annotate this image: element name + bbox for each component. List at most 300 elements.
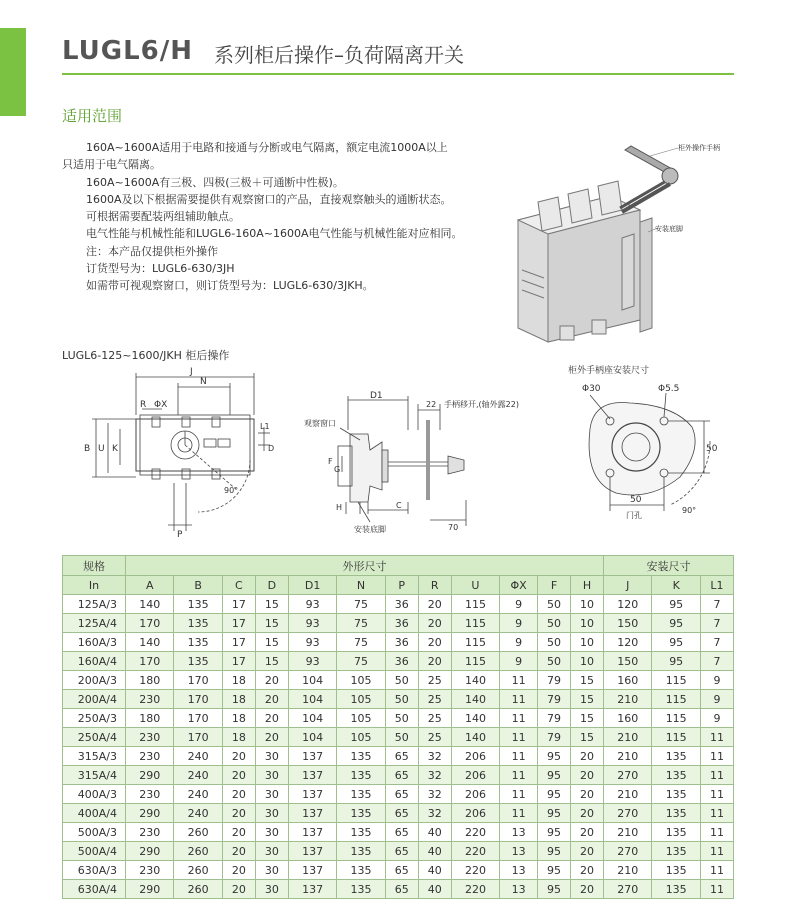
text-line: 可根据需要配装两组辅助触点。 [86, 210, 240, 224]
table-row [63, 633, 734, 652]
table-cell: 135 [174, 633, 222, 652]
text-line: 如需带可视观察窗口，则订货型号为：LUGL6-630/3JKH。 [86, 279, 374, 293]
product-illustration [500, 130, 740, 345]
table-cell: 170 [174, 728, 222, 747]
dim-22: 22 [426, 400, 437, 409]
table-cell: 104 [288, 709, 336, 728]
table-cell: 30 [255, 861, 288, 880]
door-hole-label: 门孔 [626, 511, 642, 520]
table-cell: 135 [337, 842, 385, 861]
table-cell: 135 [652, 823, 700, 842]
table-cell: 93 [288, 633, 336, 652]
dim-50-horizontal: 50 [630, 495, 642, 505]
table-cell: 30 [255, 842, 288, 861]
table-cell: 240 [174, 785, 222, 804]
table-row [63, 766, 734, 785]
table-cell: 65 [385, 842, 418, 861]
title-model: LUGL6/H [62, 36, 194, 66]
header-install-dimensions: 安装尺寸 [604, 556, 734, 576]
table-cell: 15 [255, 595, 288, 614]
table-cell: 150 [604, 614, 652, 633]
table-cell: 40 [418, 823, 451, 842]
table-cell: 135 [337, 861, 385, 880]
table-cell: 210 [604, 861, 652, 880]
dim-F: F [328, 457, 333, 466]
page-title [62, 30, 742, 74]
drawing-caption-right: 柜外手柄座安装尺寸 [568, 366, 650, 376]
table-cell: 40 [418, 861, 451, 880]
table-cell: 20 [571, 861, 604, 880]
column-header: R [418, 576, 451, 595]
table-cell: 95 [652, 614, 700, 633]
table-cell: 10 [571, 633, 604, 652]
table-cell: 115 [652, 690, 700, 709]
column-header: K [652, 576, 700, 595]
dim-P: P [177, 530, 183, 540]
table-cell: 50 [538, 595, 571, 614]
table-cell: 11 [700, 747, 733, 766]
table-cell: 20 [222, 842, 255, 861]
table-cell: 9 [700, 690, 733, 709]
table-row [63, 709, 734, 728]
table-cell: 30 [255, 785, 288, 804]
column-header: D1 [288, 576, 336, 595]
table-cell: 200A/4 [63, 690, 126, 709]
angle-label: 90° [224, 486, 239, 495]
table-cell: 95 [652, 595, 700, 614]
table-cell: 11 [500, 671, 538, 690]
table-cell: 50 [385, 709, 418, 728]
column-header: P [385, 576, 418, 595]
table-cell: 290 [126, 804, 174, 823]
table-cell: 135 [337, 880, 385, 899]
column-header: C [222, 576, 255, 595]
table-cell: 11 [700, 804, 733, 823]
table-cell: 95 [538, 785, 571, 804]
table-cell: 20 [255, 728, 288, 747]
table-cell: 400A/3 [63, 785, 126, 804]
dim-50-vertical: 50 [706, 444, 718, 454]
table-cell: 25 [418, 709, 451, 728]
table-cell: 20 [255, 671, 288, 690]
table-row [63, 728, 734, 747]
table-cell: 18 [222, 690, 255, 709]
table-cell: 9 [700, 709, 733, 728]
table-cell: 17 [222, 652, 255, 671]
table-cell: 65 [385, 785, 418, 804]
text-line: 注：本产品仅提供柜外操作 [86, 244, 218, 258]
table-cell: 15 [255, 652, 288, 671]
table-cell: 137 [288, 842, 336, 861]
table-cell: 137 [288, 823, 336, 842]
table-cell: 95 [538, 861, 571, 880]
title-description: 系列柜后操作–负荷隔离开关 [214, 43, 464, 67]
table-cell: 50 [538, 652, 571, 671]
column-header: B [174, 576, 222, 595]
table-cell: 260 [174, 861, 222, 880]
table-cell: 20 [222, 804, 255, 823]
table-cell: 135 [174, 614, 222, 633]
table-cell: 140 [451, 728, 499, 747]
table-cell: 18 [222, 709, 255, 728]
table-cell: 290 [126, 766, 174, 785]
table-cell: 9 [500, 652, 538, 671]
table-cell: 11 [500, 709, 538, 728]
dim-K: K [112, 444, 118, 454]
table-cell: 20 [255, 709, 288, 728]
table-cell: 137 [288, 766, 336, 785]
table-cell: 200A/3 [63, 671, 126, 690]
dim-B: B [84, 444, 91, 454]
table-cell: 15 [255, 614, 288, 633]
table-cell: 30 [255, 880, 288, 899]
table-cell: 206 [451, 804, 499, 823]
table-cell: 115 [451, 652, 499, 671]
table-cell: 135 [652, 842, 700, 861]
table-cell: 115 [451, 595, 499, 614]
table-cell: 11 [700, 842, 733, 861]
table-cell: 230 [126, 785, 174, 804]
table-cell: 30 [255, 747, 288, 766]
table-cell: 10 [571, 652, 604, 671]
table-cell: 75 [337, 614, 385, 633]
table-cell: 50 [385, 728, 418, 747]
table-cell: 95 [538, 823, 571, 842]
table-body [63, 595, 734, 899]
table-cell: 9 [700, 671, 733, 690]
side-view-drawing [298, 390, 538, 540]
table-cell: 170 [126, 652, 174, 671]
table-cell: 160A/4 [63, 652, 126, 671]
table-cell: 240 [174, 804, 222, 823]
table-cell: 115 [451, 614, 499, 633]
table-cell: 17 [222, 595, 255, 614]
table-cell: 32 [418, 747, 451, 766]
table-cell: 140 [451, 690, 499, 709]
table-cell: 7 [700, 652, 733, 671]
table-cell: 65 [385, 766, 418, 785]
table-cell: 15 [571, 690, 604, 709]
header-outer-dimensions: 外形尺寸 [126, 556, 604, 576]
table-cell: 115 [652, 709, 700, 728]
column-header: ΦX [500, 576, 538, 595]
table-cell: 11 [500, 690, 538, 709]
table-cell: 170 [174, 690, 222, 709]
table-cell: 220 [451, 823, 499, 842]
table-cell: 75 [337, 595, 385, 614]
table-cell: 20 [571, 823, 604, 842]
table-cell: 11 [700, 785, 733, 804]
table-cell: 25 [418, 671, 451, 690]
table-cell: 270 [604, 880, 652, 899]
table-cell: 36 [385, 652, 418, 671]
table-cell: 36 [385, 595, 418, 614]
table-cell: 260 [174, 880, 222, 899]
side-accent-tab [0, 28, 26, 116]
dim-D1: D1 [370, 391, 383, 401]
dim-L1: L1 [260, 422, 270, 431]
table-cell: 36 [385, 614, 418, 633]
table-cell: 290 [126, 842, 174, 861]
table-cell: 140 [126, 633, 174, 652]
table-cell: 270 [604, 766, 652, 785]
table-cell: 11 [500, 804, 538, 823]
table-cell: 150 [604, 652, 652, 671]
table-cell: 79 [538, 709, 571, 728]
table-cell: 630A/4 [63, 880, 126, 899]
table-cell: 95 [538, 747, 571, 766]
table-cell: 50 [538, 633, 571, 652]
table-cell: 20 [418, 633, 451, 652]
table-cell: 11 [700, 861, 733, 880]
table-cell: 260 [174, 842, 222, 861]
table-cell: 220 [451, 842, 499, 861]
column-header: A [126, 576, 174, 595]
table-cell: 135 [652, 880, 700, 899]
table-cell: 137 [288, 880, 336, 899]
table-cell: 50 [538, 614, 571, 633]
table-cell: 170 [174, 709, 222, 728]
table-cell: 230 [126, 690, 174, 709]
table-cell: 17 [222, 633, 255, 652]
table-row [63, 861, 734, 880]
table-cell: 65 [385, 861, 418, 880]
table-cell: 30 [255, 766, 288, 785]
table-cell: 210 [604, 728, 652, 747]
table-cell: 140 [126, 595, 174, 614]
spec-table [62, 555, 734, 899]
table-cell: 104 [288, 728, 336, 747]
text-line: 160A~1600A有三极、四极(三极＋可通断中性极)。 [86, 175, 344, 189]
table-cell: 65 [385, 823, 418, 842]
table-cell: 120 [604, 595, 652, 614]
table-cell: 135 [652, 804, 700, 823]
dim-H: H [336, 503, 343, 512]
table-cell: 210 [604, 785, 652, 804]
table-cell: 9 [500, 614, 538, 633]
table-cell: 20 [222, 861, 255, 880]
table-cell: 206 [451, 747, 499, 766]
table-row [63, 747, 734, 766]
table-cell: 125A/4 [63, 614, 126, 633]
table-cell: 20 [418, 652, 451, 671]
table-cell: 20 [418, 614, 451, 633]
table-cell: 104 [288, 671, 336, 690]
dim-PhiX: ΦX [154, 400, 168, 410]
column-header: D [255, 576, 288, 595]
table-cell: 206 [451, 785, 499, 804]
table-cell: 7 [700, 595, 733, 614]
table-row [63, 671, 734, 690]
table-cell: 65 [385, 880, 418, 899]
table-cell: 25 [418, 690, 451, 709]
table-cell: 270 [604, 842, 652, 861]
table-cell: 240 [174, 766, 222, 785]
dim-70: 70 [448, 523, 459, 532]
table-cell: 160 [604, 709, 652, 728]
table-cell: 93 [288, 595, 336, 614]
table-cell: 135 [337, 804, 385, 823]
table-cell: 315A/3 [63, 747, 126, 766]
table-cell: 13 [500, 823, 538, 842]
table-cell: 18 [222, 728, 255, 747]
angle-label: 90° [682, 506, 697, 515]
table-row [63, 842, 734, 861]
table-cell: 13 [500, 842, 538, 861]
table-cell: 32 [418, 766, 451, 785]
table-cell: 120 [604, 633, 652, 652]
column-header: In [63, 576, 126, 595]
column-header: H [571, 576, 604, 595]
table-cell: 400A/4 [63, 804, 126, 823]
table-cell: 11 [700, 880, 733, 899]
table-cell: 105 [337, 709, 385, 728]
title-divider [62, 73, 734, 75]
table-cell: 75 [337, 652, 385, 671]
dim-N: N [200, 377, 207, 387]
column-header: U [451, 576, 499, 595]
table-cell: 95 [538, 842, 571, 861]
table-cell: 65 [385, 804, 418, 823]
table-cell: 140 [451, 709, 499, 728]
table-cell: 230 [126, 747, 174, 766]
table-cell: 9 [500, 633, 538, 652]
text-line: 订货型号为：LUGL6-630/3JH [86, 262, 235, 276]
table-cell: 315A/4 [63, 766, 126, 785]
table-cell: 140 [451, 671, 499, 690]
table-row [63, 880, 734, 899]
table-cell: 79 [538, 690, 571, 709]
column-header: F [538, 576, 571, 595]
table-cell: 7 [700, 633, 733, 652]
table-cell: 20 [571, 747, 604, 766]
table-cell: 20 [255, 690, 288, 709]
table-row [63, 785, 734, 804]
table-cell: 18 [222, 671, 255, 690]
dim-C: C [396, 501, 402, 510]
table-cell: 20 [222, 823, 255, 842]
window-label: 观察窗口 [304, 419, 336, 428]
table-cell: 20 [222, 766, 255, 785]
table-cell: 210 [604, 690, 652, 709]
table-row [63, 690, 734, 709]
dim-R: R [140, 400, 147, 410]
table-cell: 30 [255, 823, 288, 842]
table-cell: 160A/3 [63, 633, 126, 652]
table-cell: 40 [418, 842, 451, 861]
table-cell: 290 [126, 880, 174, 899]
table-cell: 210 [604, 747, 652, 766]
table-cell: 180 [126, 671, 174, 690]
handle-note: 手柄移开,(轴外露22) [444, 400, 519, 409]
table-cell: 135 [652, 766, 700, 785]
column-header: J [604, 576, 652, 595]
table-cell: 630A/3 [63, 861, 126, 880]
table-cell: 170 [126, 614, 174, 633]
table-cell: 17 [222, 614, 255, 633]
table-cell: 7 [700, 614, 733, 633]
header-spec: 规格 [63, 556, 126, 576]
table-cell: 220 [451, 880, 499, 899]
table-cell: 137 [288, 804, 336, 823]
table-cell: 95 [652, 652, 700, 671]
dim-D: D [268, 444, 275, 453]
column-header: N [337, 576, 385, 595]
table-cell: 93 [288, 614, 336, 633]
application-text [62, 139, 482, 295]
table-cell: 104 [288, 690, 336, 709]
dim-phi30: Φ30 [582, 384, 601, 394]
table-row [63, 614, 734, 633]
table-cell: 135 [337, 823, 385, 842]
table-cell: 135 [652, 861, 700, 880]
table-row [63, 595, 734, 614]
table-cell: 500A/3 [63, 823, 126, 842]
table-cell: 137 [288, 861, 336, 880]
table-cell: 135 [652, 785, 700, 804]
table-cell: 135 [337, 785, 385, 804]
table-cell: 75 [337, 633, 385, 652]
table-cell: 115 [652, 671, 700, 690]
table-cell: 50 [385, 671, 418, 690]
table-cell: 20 [222, 747, 255, 766]
table-cell: 15 [255, 633, 288, 652]
base-label: 安装底脚 [354, 525, 386, 534]
table-cell: 500A/4 [63, 842, 126, 861]
table-cell: 32 [418, 804, 451, 823]
table-header-group-row [63, 556, 734, 576]
table-cell: 135 [174, 595, 222, 614]
table-cell: 105 [337, 671, 385, 690]
table-cell: 10 [571, 595, 604, 614]
table-cell: 32 [418, 785, 451, 804]
table-cell: 20 [571, 880, 604, 899]
table-cell: 105 [337, 728, 385, 747]
table-cell: 240 [174, 747, 222, 766]
table-cell: 230 [126, 823, 174, 842]
table-cell: 11 [500, 785, 538, 804]
label-external-handle: 柜外操作手柄 [678, 144, 720, 152]
table-cell: 79 [538, 728, 571, 747]
table-cell: 135 [174, 652, 222, 671]
table-cell: 15 [571, 728, 604, 747]
table-cell: 10 [571, 614, 604, 633]
table-cell: 20 [222, 880, 255, 899]
table-cell: 210 [604, 823, 652, 842]
table-cell: 135 [337, 766, 385, 785]
table-cell: 93 [288, 652, 336, 671]
text-line: 电气性能与机械性能和LUGL6-160A~1600A电气性能与机械性能对应相同。 [86, 227, 463, 241]
table-cell: 13 [500, 861, 538, 880]
dim-U: U [98, 444, 105, 454]
table-cell: 40 [418, 880, 451, 899]
table-cell: 11 [500, 766, 538, 785]
table-cell: 95 [652, 633, 700, 652]
table-cell: 230 [126, 861, 174, 880]
text-line: 160A~1600A适用于电路和接通与分断或电气隔离，额定电流1000A以上 [86, 141, 448, 154]
dim-phi55: Φ5.5 [658, 384, 680, 394]
table-cell: 206 [451, 766, 499, 785]
table-cell: 170 [174, 671, 222, 690]
table-cell: 20 [571, 766, 604, 785]
column-header: L1 [700, 576, 733, 595]
table-cell: 95 [538, 766, 571, 785]
table-cell: 11 [700, 823, 733, 842]
table-cell: 20 [571, 804, 604, 823]
table-cell: 115 [652, 728, 700, 747]
handle-mount-drawing [570, 375, 735, 525]
table-cell: 105 [337, 690, 385, 709]
